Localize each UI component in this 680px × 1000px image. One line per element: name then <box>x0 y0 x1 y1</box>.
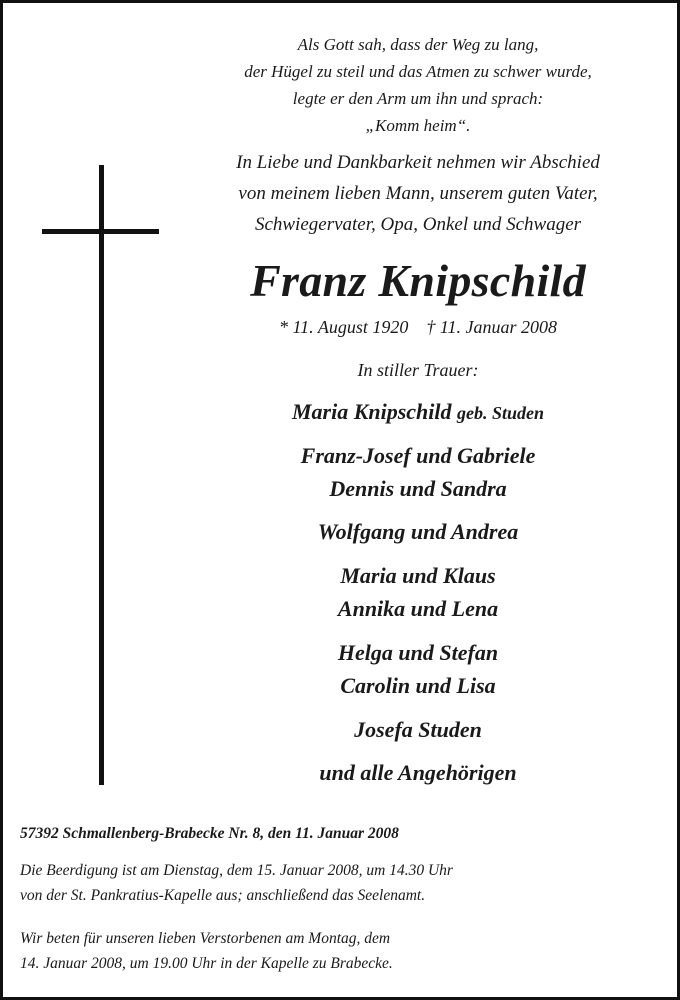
mourning-heading: In stiller Trauer: <box>357 360 479 380</box>
prayer-info: Wir beten für unseren lieben Verstorbenen am Montag, dem <box>20 930 391 947</box>
family-member: Franz-Josef und Gabriele <box>300 443 536 468</box>
family-member: Wolfgang und Andrea <box>317 519 519 544</box>
family-member: Carolin und Lisa <box>340 673 496 698</box>
family-member: Annika und Lena <box>337 596 499 621</box>
family-member: Josefa Studen <box>354 717 482 742</box>
widow-name: Maria Knipschild <box>291 399 452 424</box>
widow-line <box>163 399 673 425</box>
address-line: 57392 Schmallenberg-Brabecke Nr. 8, den 11. Januar 2008 <box>20 825 399 842</box>
funeral-info: Die Beerdigung ist am Dienstag, dem 15. Januar 2008, um 14.30 Uhr <box>20 862 453 879</box>
life-dates <box>163 317 673 338</box>
cross-icon-crossbar <box>42 229 159 234</box>
cross-icon <box>99 165 104 785</box>
family-member: und alle Angehörigen <box>319 760 517 785</box>
birth-date: * 11. August 1920 <box>278 317 409 337</box>
family-member: Helga und Stefan <box>337 640 499 665</box>
poem-line: legte er den Arm um ihn und sprach: <box>292 89 544 108</box>
intro-line: Schwiegervater, Opa, Onkel und Schwager <box>254 214 582 235</box>
poem-line: der Hügel zu steil und das Atmen zu schwer wurde, <box>244 62 592 81</box>
deceased-name: Franz Knipschild <box>250 255 586 306</box>
funeral-info: von der St. Pankratius-Kapelle aus; anschließend das Seelenamt. <box>20 887 426 904</box>
intro-line: In Liebe und Dankbarkeit nehmen wir Abschied <box>236 152 600 173</box>
prayer-info: 14. Januar 2008, um 19.00 Uhr in der Kapelle zu Brabecke. <box>20 955 393 972</box>
death-date: † 11. Januar 2008 <box>426 317 557 337</box>
widow-maiden-name: geb. Studen <box>457 403 545 423</box>
poem-line: „Komm heim“. <box>365 116 471 135</box>
poem-line: Als Gott sah, dass der Weg zu lang, <box>297 35 539 54</box>
family-member: Dennis und Sandra <box>329 476 507 501</box>
intro-line: von meinem lieben Mann, unserem guten Vater, <box>238 183 598 204</box>
family-member: Maria und Klaus <box>340 563 496 588</box>
